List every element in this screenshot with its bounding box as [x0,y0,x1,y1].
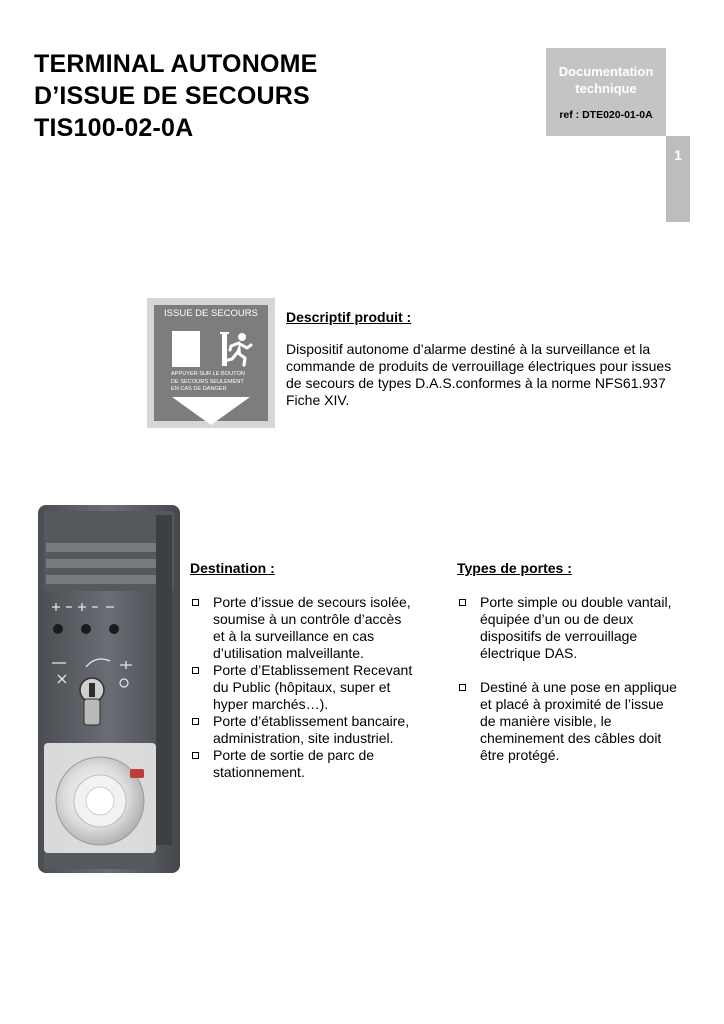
list-item [190,662,430,713]
documentation-label [546,63,666,97]
bullet-square-icon [459,684,466,691]
documentation-box [546,48,666,136]
list-item-line: Porte d’établissement bancaire, [213,713,410,729]
list-item [457,594,707,662]
key-lock-icon [80,678,104,725]
page-number: 1 [674,147,682,163]
list-item-line: électrique DAS. [480,645,578,661]
list-item-line: Porte d’issue de secours isolée, [213,594,411,610]
list-item-line: Porte simple ou double vantail, [480,594,672,610]
sign-button-square [172,331,200,367]
descriptif-text [286,341,696,409]
terminal-device-image [34,503,184,875]
list-item-line: d’utilisation malveillante. [213,645,364,661]
list-item [190,747,430,781]
sign-instruction-line: DE SECOURS SEULEMENT [171,378,244,385]
list-item-line: hyper marchés…). [213,696,329,712]
bullet-square-icon [192,752,199,759]
title-line: TERMINAL AUTONOME [34,50,318,78]
list-item-line: et placé à proximité de l’issue [480,696,664,712]
types-portes-heading: Types de portes : [457,560,572,576]
descriptif-heading: Descriptif produit : [286,309,412,325]
list-item-line: Porte de sortie de parc de [213,747,375,763]
destination-list [190,594,430,781]
descriptif-line: Fiche XIV. [286,392,350,408]
sign-title: ISSUE DE SECOURS [164,308,258,319]
destination-heading: Destination : [190,560,275,576]
running-man-icon [216,329,256,369]
list-item-line: du Public (hôpitaux, super et [213,679,391,695]
list-item-line: équipée d’un ou de deux [480,611,634,627]
list-item [457,679,707,764]
list-item-line: être protégé. [480,747,560,763]
page-tab [666,136,690,222]
descriptif-line: de secours de types D.A.S.conformes à la norme NFS61.937 [286,375,666,391]
bullet-square-icon [192,599,199,606]
types-portes-list [457,594,707,764]
sign-panel [154,305,268,421]
list-item-line: administration, site industriel. [213,730,394,746]
bullet-square-icon [192,667,199,674]
emergency-exit-sign [147,298,275,428]
list-item-line: cheminement des câbles doit [480,730,662,746]
descriptif-line: Dispositif autonome d’alarme destiné à la surveillance et la [286,341,651,357]
list-item [190,594,430,662]
list-item-line: soumise à un contrôle d’accès [213,611,402,627]
documentation-label-line: technique [575,81,637,96]
bullet-square-icon [459,599,466,606]
sign-instruction-line: EN CAS DE DANGER [171,386,227,393]
list-item [190,713,430,747]
list-item-line: et à la surveillance en cas [213,628,375,644]
document-title [34,48,318,144]
sign-instruction-line: APPUYER SUR LE BOUTON [171,371,245,377]
list-item-line: Destiné à une pose en applique [480,679,677,695]
list-item-line: stationnement. [213,764,305,780]
documentation-label-line: Documentation [558,64,654,79]
list-item-line: Porte d’Etablissement Recevant [213,662,413,678]
document-reference: ref : DTE020-01-0A [559,109,653,121]
title-line: D’ISSUE DE SECOURS [34,82,310,110]
bullet-square-icon [192,718,199,725]
list-item-line: de manière visible, le [480,713,612,729]
sign-instruction [171,371,267,394]
descriptif-line: commande de produits de verrouillage électriques pour issues [286,358,672,374]
down-arrow-icon [172,397,250,425]
list-item-line: dispositifs de verrouillage [480,628,638,644]
title-line: TIS100-02-0A [34,114,194,142]
